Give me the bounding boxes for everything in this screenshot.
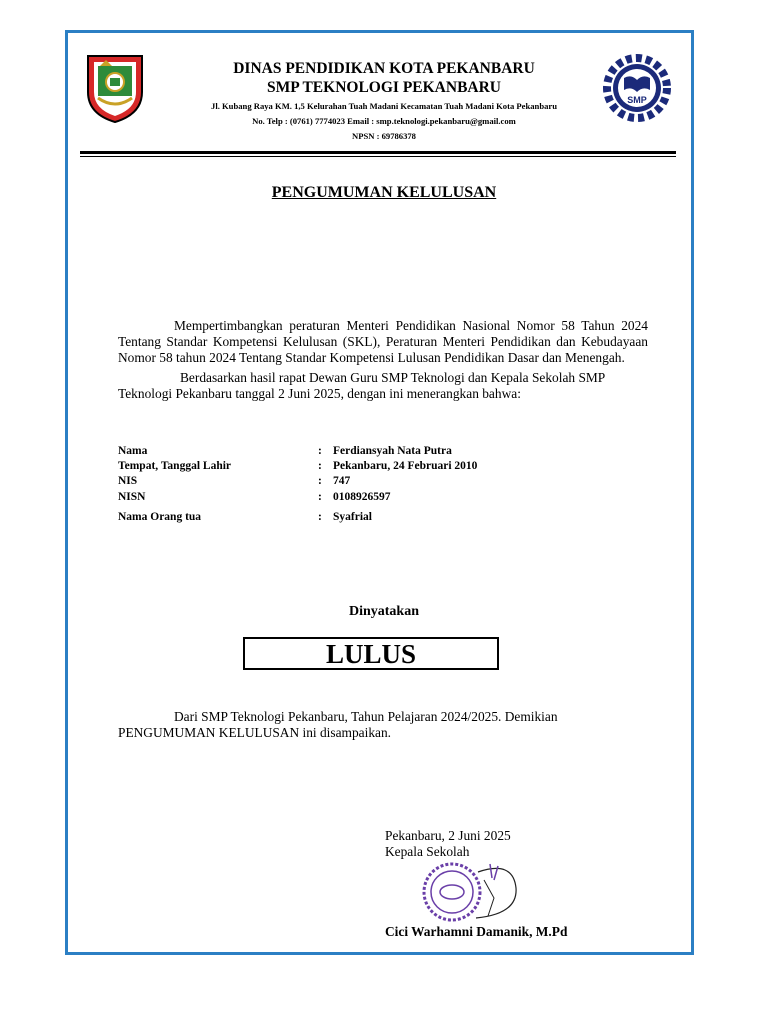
name-value: Ferdiansyah Nata Putra: [333, 445, 452, 457]
signer-name: Cici Warhamni Damanik, M.Pd: [385, 924, 568, 939]
letterhead-npsn: NPSN : 69786378: [352, 131, 416, 141]
nisn-value: 0108926597: [333, 491, 391, 503]
paragraph-closing: [118, 709, 648, 741]
birth-value: Pekanbaru, 24 Februari 2010: [333, 460, 478, 472]
separator: :: [318, 511, 322, 523]
separator: :: [318, 445, 322, 457]
result-box: LULUS: [243, 637, 499, 670]
letterhead-address: Jl. Kubang Raya KM. 1,5 Kelurahan Tuah Madani Kecamatan Tuah Madani Kota Pekanbaru: [211, 101, 557, 111]
letterhead-agency: DINAS PENDIDIKAN KOTA PEKANBARU: [233, 60, 535, 77]
letterhead-rule-thick: [80, 151, 676, 154]
birth-label: Tempat, Tanggal Lahir: [118, 460, 232, 472]
nis-value: 747: [333, 475, 351, 487]
paragraph-considering-text: Mempertimbangkan peraturan Menteri Pendidikan Nasional Nomor 58 Tahun 2024 Tentang Standar Kompetensi Kelulusan (SKL), Peraturan Menteri Pendidikan dan Kebudayaan Nomor 58 tahun 2024 Tentang Standar Kompetensi Lulusan Pendidikan Dasar dan Menengah.: [118, 318, 648, 365]
signature-block: [385, 828, 511, 860]
letterhead-school: SMP TEKNOLOGI PEKANBARU: [267, 79, 501, 96]
name-label: Nama: [118, 445, 148, 457]
signature-position: Kepala Sekolah: [385, 844, 470, 859]
parent-label: Nama Orang tua: [118, 511, 202, 523]
letterhead-contact: No. Telp : (0761) 7774023 Email : smp.teknologi.pekanbaru@gmail.com: [252, 116, 516, 126]
document-title: PENGUMUMAN KELULUSAN: [271, 184, 497, 201]
paragraph-considering: [118, 318, 648, 366]
nisn-label: NISN: [118, 491, 146, 503]
separator: :: [318, 491, 322, 503]
signature-place-date: Pekanbaru, 2 Juni 2025: [385, 828, 511, 843]
paragraph-closing-text: Dari SMP Teknologi Pekanbaru, Tahun Pelajaran 2024/2025. Demikian PENGUMUMAN KELULUSAN ini disampaikan.: [118, 709, 558, 740]
paragraph-decision-text: Berdasarkan hasil rapat Dewan Guru SMP Teknologi dan Kepala Sekolah SMP Teknologi Pekanbaru tanggal 2 Juni 2025, dengan ini menerangkan bahwa:: [118, 370, 605, 401]
letterhead-rule-thin: [80, 156, 676, 157]
smp-logo-text: SMP: [627, 95, 647, 105]
paragraph-decision: [118, 370, 648, 402]
nis-label: NIS: [118, 475, 138, 487]
declared-label: Dinyatakan: [348, 604, 420, 619]
parent-value: Syafrial: [333, 511, 372, 523]
school-stamp: [418, 858, 528, 928]
separator: :: [318, 475, 322, 487]
separator: :: [318, 460, 322, 472]
